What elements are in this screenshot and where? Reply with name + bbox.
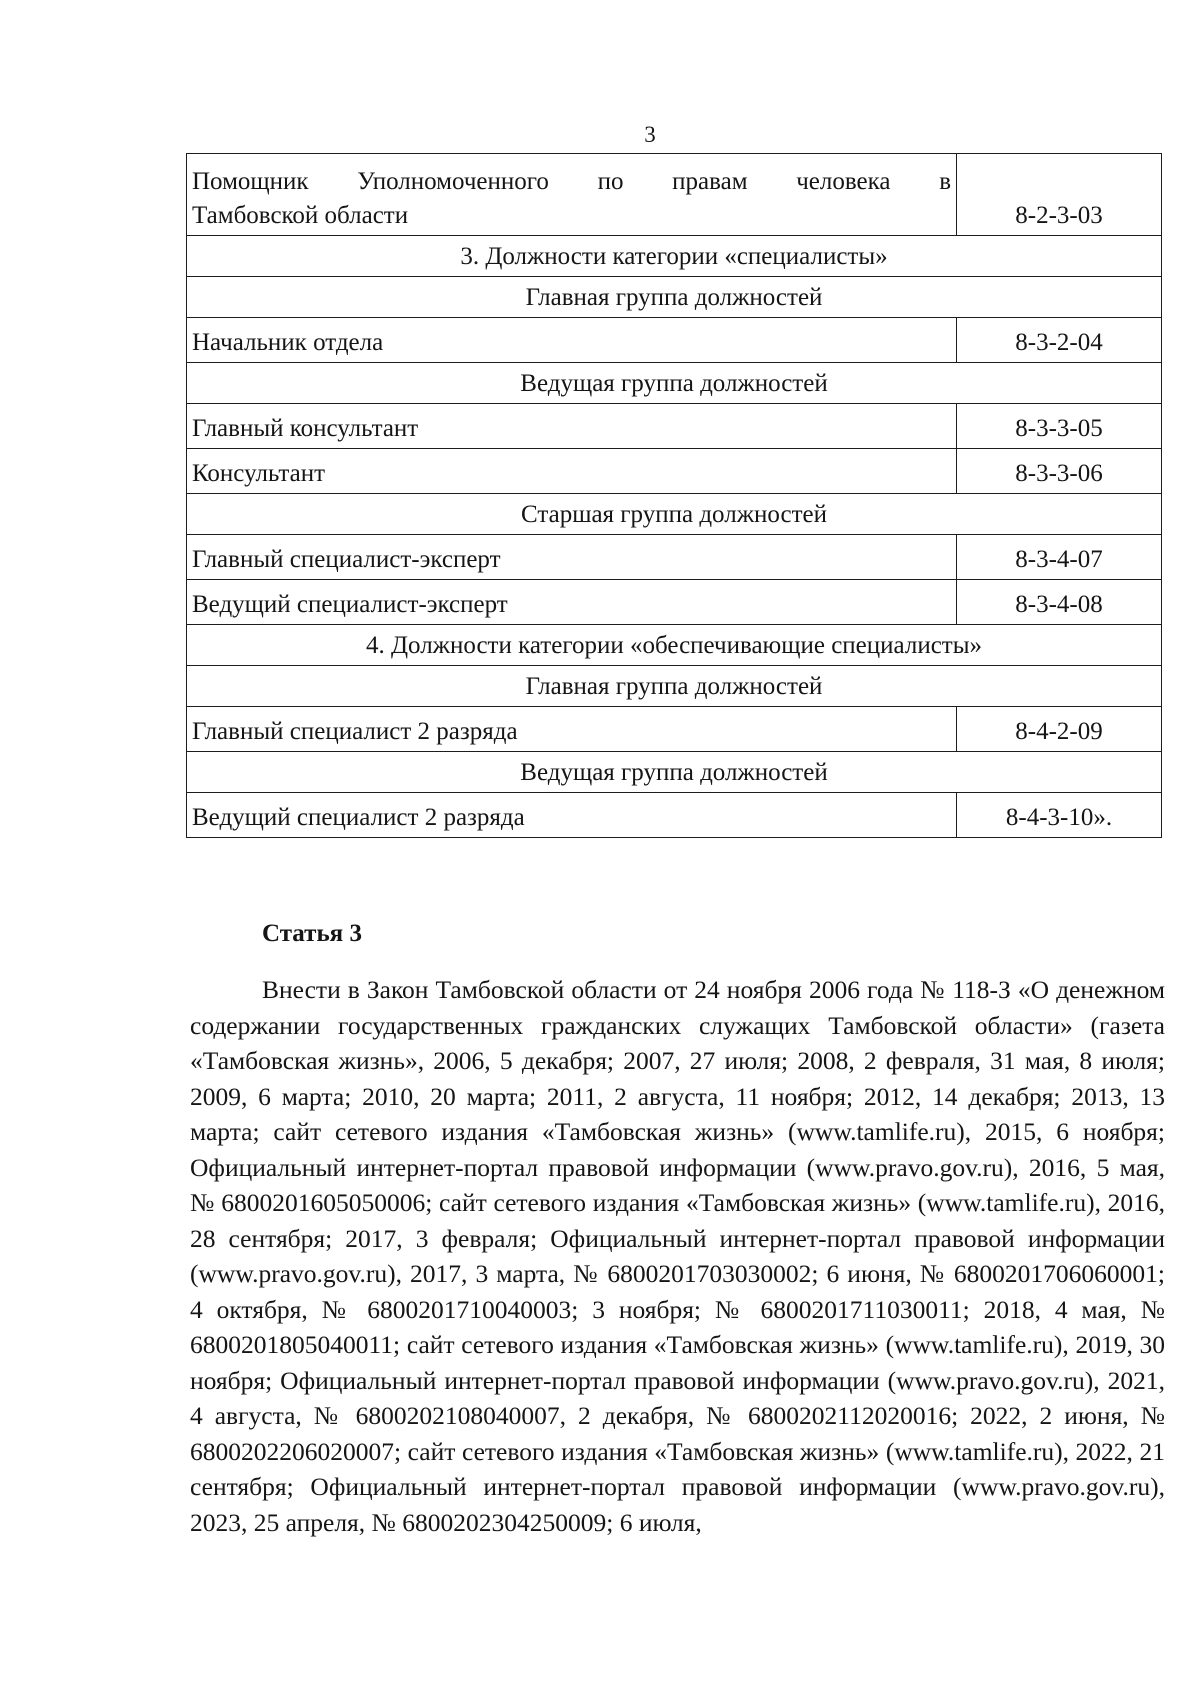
table-row: [187, 580, 1162, 625]
group-heading: Ведущая группа должностей: [187, 363, 1162, 404]
position-code: 8-4-2-09: [957, 707, 1162, 752]
page-number: 3: [644, 122, 656, 147]
section-heading: 4. Должности категории «обеспечивающие специалисты»: [187, 625, 1162, 666]
table-row: [187, 793, 1162, 838]
position-code: 8-3-4-08: [957, 580, 1162, 625]
table-row: [187, 449, 1162, 494]
position-name: Начальник отдела: [187, 318, 957, 363]
position-code: 8-3-2-04: [957, 318, 1162, 363]
table-row: [187, 707, 1162, 752]
section-row: [187, 625, 1162, 666]
article-body: Внести в Закон Тамбовской области от 24 ноября 2006 года № 118-З «О денежном содержании государственных гражданских служащих Тамбовской области» (газета «Тамбовская жизнь», 2006, 5 декабря; 2007, 27 июля; 2008, 2 февраля, 31 мая, 8 июля; 2009, 6 марта; 2010, 20 марта; 2011, 2 августа, 11 ноября; 2012, 14 декабря; 2013, 13 марта; сайт сетевого издания «Тамбовская жизнь» (www.tamlife.ru), 2015, 6 ноября; Официальный интернет-портал правовой информации (www.pravo.gov.ru), 2016, 5 мая, № 6800201605050006; сайт сетевого издания «Тамбовская жизнь» (www.tamlife.ru), 2016, 28 сентября; 2017, 3 февраля; Официальный интернет-портал правовой информации (www.pravo.gov.ru), 2017, 3 марта, № 6800201703030002; 6 июня, № 6800201706060001; 4 октября, № 6800201710040003; 3 ноября; № 6800201711030011; 2018, 4 мая, № 6800201805040011; сайт сетевого издания «Тамбовская жизнь» (www.tamlife.ru), 2019, 30 ноября; Официальный интернет-портал правовой информации (www.pravo.gov.ru), 2021, 4 августа, № 6800202108040007, 2 декабря, № 6800202112020016; 2022, 2 июня, № 6800202206020007; сайт сетевого издания «Тамбовская жизнь» (www.tamlife.ru), 2022, 21 сентября; Официальный интернет-портал правовой информации (www.pravo.gov.ru), 2023, 25 апреля, № 6800202304250009; 6 июля,: [190, 975, 1165, 1537]
section-row: [187, 277, 1162, 318]
section-row: [187, 752, 1162, 793]
position-code: 8-4-3-10».: [957, 793, 1162, 838]
position-name: Главный консультант: [187, 404, 957, 449]
position-name: Главный специалист-эксперт: [187, 535, 957, 580]
position-code: 8-3-3-05: [957, 404, 1162, 449]
table-row: [187, 535, 1162, 580]
table-row: [187, 318, 1162, 363]
position-name: Помощник Уполномоченного по правам человека в Тамбовской области: [187, 154, 957, 236]
section-row: [187, 666, 1162, 707]
position-code: 8-3-4-07: [957, 535, 1162, 580]
group-heading: Ведущая группа должностей: [187, 752, 1162, 793]
position-name: Ведущий специалист 2 разряда: [187, 793, 957, 838]
group-heading: Главная группа должностей: [187, 277, 1162, 318]
group-heading: Главная группа должностей: [187, 666, 1162, 707]
section-heading: 3. Должности категории «специалисты»: [187, 236, 1162, 277]
table-row: [187, 154, 1162, 236]
section-row: [187, 236, 1162, 277]
positions-table: [186, 153, 1162, 838]
position-name: Главный специалист 2 разряда: [187, 707, 957, 752]
position-name: Ведущий специалист-эксперт: [187, 580, 957, 625]
group-heading: Старшая группа должностей: [187, 494, 1162, 535]
article-heading: Статья 3: [262, 920, 362, 947]
position-code: 8-3-3-06: [957, 449, 1162, 494]
section-row: [187, 494, 1162, 535]
section-row: [187, 363, 1162, 404]
position-code: 8-2-3-03: [957, 154, 1162, 236]
position-name: Консультант: [187, 449, 957, 494]
table-row: [187, 404, 1162, 449]
